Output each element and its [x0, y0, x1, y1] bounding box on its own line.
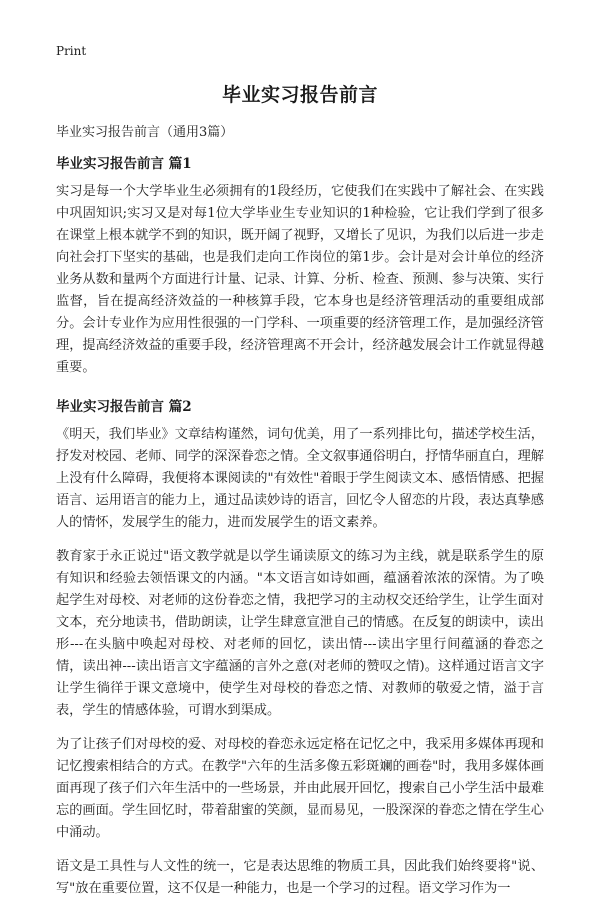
print-link[interactable]: Print	[56, 44, 87, 58]
document-body	[56, 152, 544, 912]
page-title: 毕业实习报告前言	[221, 84, 378, 106]
section-heading-1: 毕业实习报告前言 篇1	[56, 156, 192, 172]
paragraph: 为了让孩子们对母校的爱、对母校的眷恋永远定格在记忆之中，我采用多媒体再现和记忆搜索相结合的方式。在教学"六年的生活多像五彩斑斓的画卷"时，我用多媒体画面再现了孩子们六年生活中的一些场景，并由此展开回忆，搜索自己小学生活中最难忘的画面。学生回忆时，带着甜蜜的笑颜，显而易见，一股深深的眷恋之情在学生心中涌动。	[56, 737, 544, 840]
paragraph: 实习是每一个大学毕业生必须拥有的1段经历，它使我们在实践中了解社会、在实践中巩固知识;实习又是对每1位大学毕业生专业知识的1种检验，它让我们学到了很多在课堂上根本就学不到的知识，既开阔了视野，又增长了见识，为我们以后进一步走向社会打下坚实的基础，也是我们走向工作岗位的第1步。会计是对会计单位的经济业务从数和量两个方面进行计量、记录、计算、分析、检查、预测、参与决策、实行监督，旨在提高经济效益的一种核算手段，它本身也是经济管理活动的重要组成部分。会计专业作为应用性很强的一门学科、一项重要的经济管理工作，是加强经济管理，提高经济效益的重要手段，经济管理离不开会计，经济越发展会计工作就显得越重要。	[56, 184, 544, 375]
page-subtitle: 毕业实习报告前言（通用3篇）	[56, 125, 234, 140]
paragraph: 教育家于永正说过"语文教学就是以学生诵读原文的练习为主线，就是联系学生的原有知识和经验去领悟课文的内涵。"本文语言如诗如画，蕴涵着浓浓的深情。为了唤起学生对母校、对老师的这份眷恋之情，我把学习的主动权交还给学生，让学生面对文本，充分地读书，借助朗读，让学生肆意宣泄自己的情感。在反复的朗读中，读出形---在头脑中唤起对母校、对老师的回忆，读出情---读出字里行间蕴涵的眷恋之情，读出神---读出语言文字蕴涵的言外之意(对老师的赞叹之情)。这样通过语言文字让学生徜徉于课文意境中，使学生对母校的眷恋之情、对教师的敬爱之情，溢于言表，学生的情感体验，可谓水到渠成。	[56, 549, 544, 718]
paragraph: 《明天，我们毕业》文章结构谨然，词句优美，用了一系列排比句，描述学校生活，抒发对校园、老师、同学的深深眷恋之情。全文叙事通俗明白，抒情华丽直白，理解上没有什么障碍，我便将本课阅读的"有效性"着眼于学生阅读文本、感悟情感、把握语言、运用语言的能力上，通过品读妙诗的语言，回忆令人留恋的片段，表达真挚感人的情怀，发展学生的能力，进而发展学生的语文素养。	[56, 427, 544, 530]
section-heading-2: 毕业实习报告前言 篇2	[56, 399, 192, 415]
paragraph: 语文是工具性与人文性的统一，它是表达思维的物质工具，因此我们始终要将"说、写"放在重要位置，这不仅是一种能力，也是一个学习的过程。语文学习作为一	[56, 859, 544, 896]
